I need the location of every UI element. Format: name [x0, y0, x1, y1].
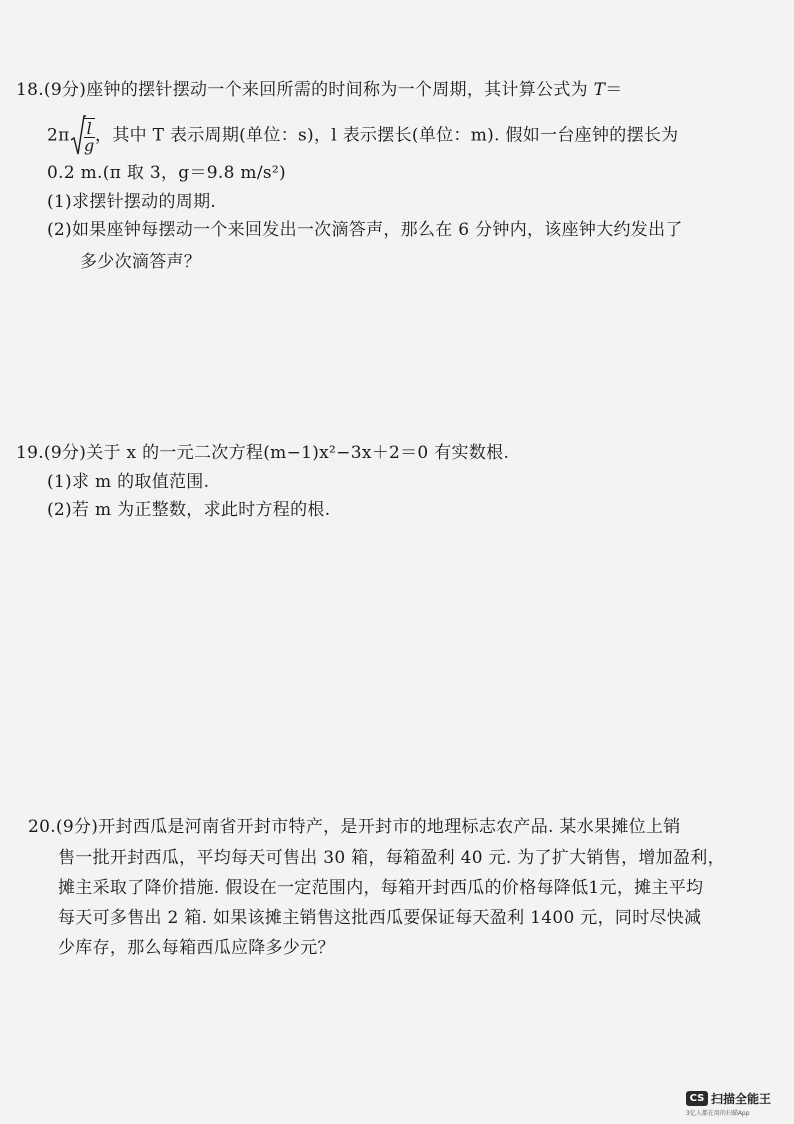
q19-part2: (2)若 m 为正整数，求此时方程的根.: [47, 500, 331, 520]
q20-line2: 售一批开封西瓜，平均每天可售出 30 箱，每箱盈利 40 元. 为了扩大销售，增加盈利，: [58, 848, 725, 868]
q19-part1: (1)求 m 的取值范围.: [47, 472, 210, 492]
q18-text-1: 18.(9分)座钟的摆针摆动一个来回所需的时间称为一个周期，其计算公式为: [16, 80, 594, 100]
q18-line3: 0.2 m.(π 取 3，g＝9.8 m/s²): [47, 163, 286, 183]
q18-T: T: [593, 80, 606, 100]
q18-eq: ＝: [605, 80, 623, 100]
q18-line1: [16, 78, 623, 102]
sqrt-formula: [70, 118, 95, 154]
fraction-denominator: g: [84, 136, 95, 155]
q20-line4: 每天可多售出 2 箱. 如果该摊主销售这批西瓜要保证每天盈利 1400 元，同时尽快减: [58, 908, 702, 928]
sqrt-sign-icon: [70, 114, 86, 158]
q18-text-2: ，其中 T 表示周期(单位：s)，l 表示摆长(单位：m). 假如一台座钟的摆长为: [95, 125, 679, 146]
q18-part2-a: (2)如果座钟每摆动一个来回发出一次滴答声，那么在 6 分钟内，该座钟大约发出了: [47, 220, 683, 240]
watermark-subtitle: 3亿人都在用的扫描App: [686, 1110, 750, 1117]
watermark-name: 扫描全能王: [711, 1092, 772, 1106]
fraction-numerator: l: [84, 121, 95, 138]
q18-two-pi: 2π: [47, 125, 70, 146]
camscanner-logo-icon: CS: [686, 1091, 708, 1106]
q20-line5: 少库存，那么每箱西瓜应降多少元？: [58, 938, 335, 958]
q18-part1: (1)求摆针摆动的周期.: [47, 192, 217, 212]
q18-part2-b: 多少次滴答声？: [80, 252, 202, 272]
q20-line1: 20.(9分)开封西瓜是河南省开封市特产，是开封市的地理标志农产品. 某水果摊位上销: [28, 817, 681, 837]
q18-line2: [47, 118, 678, 154]
q19-line1: 19.(9分)关于 x 的一元二次方程(m−1)x²−3x＋2＝0 有实数根.: [16, 443, 510, 463]
camscanner-watermark: [686, 1088, 772, 1117]
q20-line3: 摊主采取了降价措施. 假设在一定范围内，每箱开封西瓜的价格每降低1元，摊主平均: [58, 878, 704, 898]
